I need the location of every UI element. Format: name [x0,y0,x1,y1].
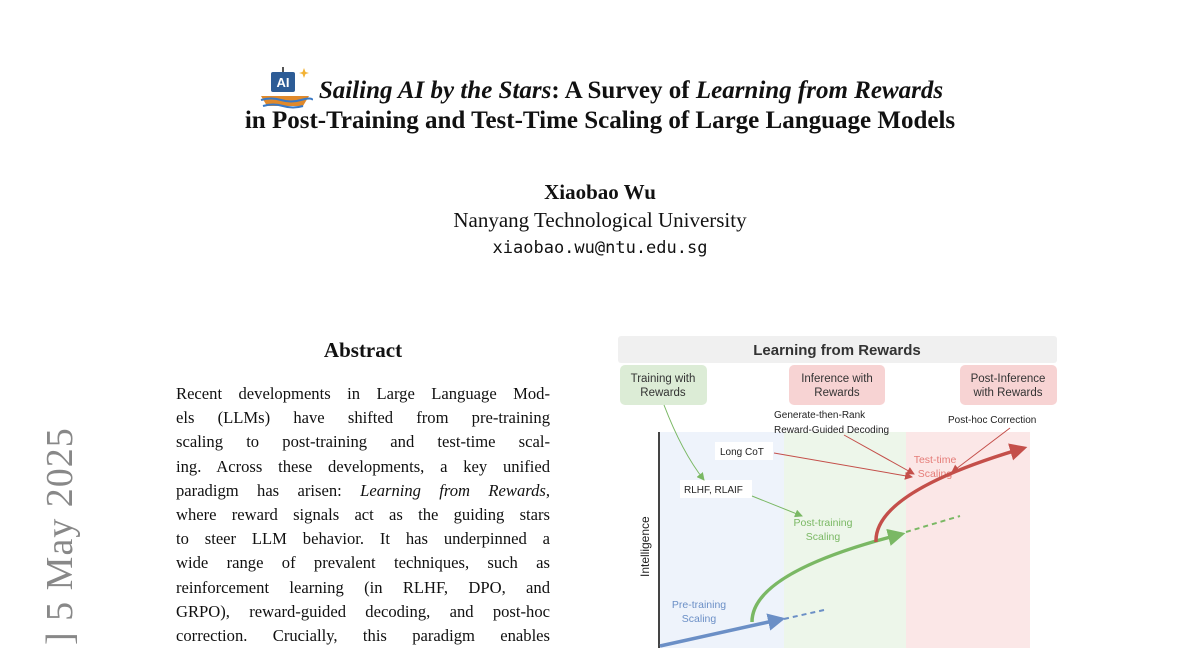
label-pretraining-scaling-2: Scaling [681,613,717,625]
abstract-line: scaling to post-training and test-time scal- [176,432,550,452]
paper-title-line-1 [0,64,1200,112]
author-affiliation: Nanyang Technological University [453,208,747,232]
abstract-line: to steer LLM behavior. It has underpinned a [176,529,550,549]
label-long-cot: Long CoT [720,447,764,458]
author-name: Xiaobao Wu [544,180,656,204]
abstract-line: reinforcement learning (in RLHF, DPO, and [176,577,550,597]
label-reward-guided-decoding: Reward-Guided Decoding [774,425,890,436]
abstract-line: Recent developments in Large Language Mod- [176,384,550,403]
abstract-line: els (LLMs) have shifted from pre-training [176,408,550,428]
label-rlhf: RLHF, RLAIF [684,485,743,496]
training-box-line2: Rewards [640,387,686,399]
author-email: xiaobao.wu@ntu.edu.sg [492,238,708,258]
title-normal: : A Survey of [551,77,696,104]
abstract-line: GRPO), reward-guided decoding, and post-hoc [176,601,550,621]
post-inference-box-line1: Post-Inference [970,373,1046,385]
abstract-heading: Abstract [323,338,403,362]
abstract-line: correction. Crucially, this paradigm enables [176,626,550,646]
post-inference-box-line2: with Rewards [973,387,1043,399]
title-italic-a: Sailing AI by the Stars [318,77,552,104]
abstract-line: paradigm has arisen: Learning from Rewards, [176,480,551,500]
abstract-line: ing. Across these developments, a key unified [176,456,550,476]
label-posttraining-scaling-1: Post-training [793,517,853,529]
abstract-line: where reward signals act as the guiding stars [176,505,550,525]
arxiv-margin-stamp: ] 5 May 2025 [39,427,81,645]
inference-box-line1: Inference with [801,373,873,385]
abstract-body [176,382,550,648]
inference-box [789,365,885,405]
figure-header-title: Learning from Rewards [753,342,921,359]
label-generate-then-rank: Generate-then-Rank [774,410,866,421]
post-inference-box [960,365,1057,405]
sailing-ship-logo-icon [257,64,313,112]
title-italic-b: Learning from Rewards [695,77,944,104]
label-testtime-scaling-1: Test-time [913,454,957,466]
logo-text: AI [276,75,290,90]
learning-from-rewards-figure [612,332,1064,648]
y-axis-label: Intelligence [638,516,652,577]
label-posttraining-scaling-2: Scaling [805,531,841,543]
pretraining-region [660,432,784,648]
label-posthoc-correction: Post-hoc Correction [948,415,1037,426]
training-box [620,365,707,405]
abstract-line: wide range of prevalent techniques, such as [176,553,550,573]
label-pretraining-scaling-1: Pre-training [671,599,727,611]
training-box-line1: Training with [630,373,696,385]
label-testtime-scaling-2: Scaling [917,468,953,480]
paper-title-line-2: in Post-Training and Test-Time Scaling of Large Language Models [244,107,956,134]
inference-box-line2: Rewards [814,387,860,399]
